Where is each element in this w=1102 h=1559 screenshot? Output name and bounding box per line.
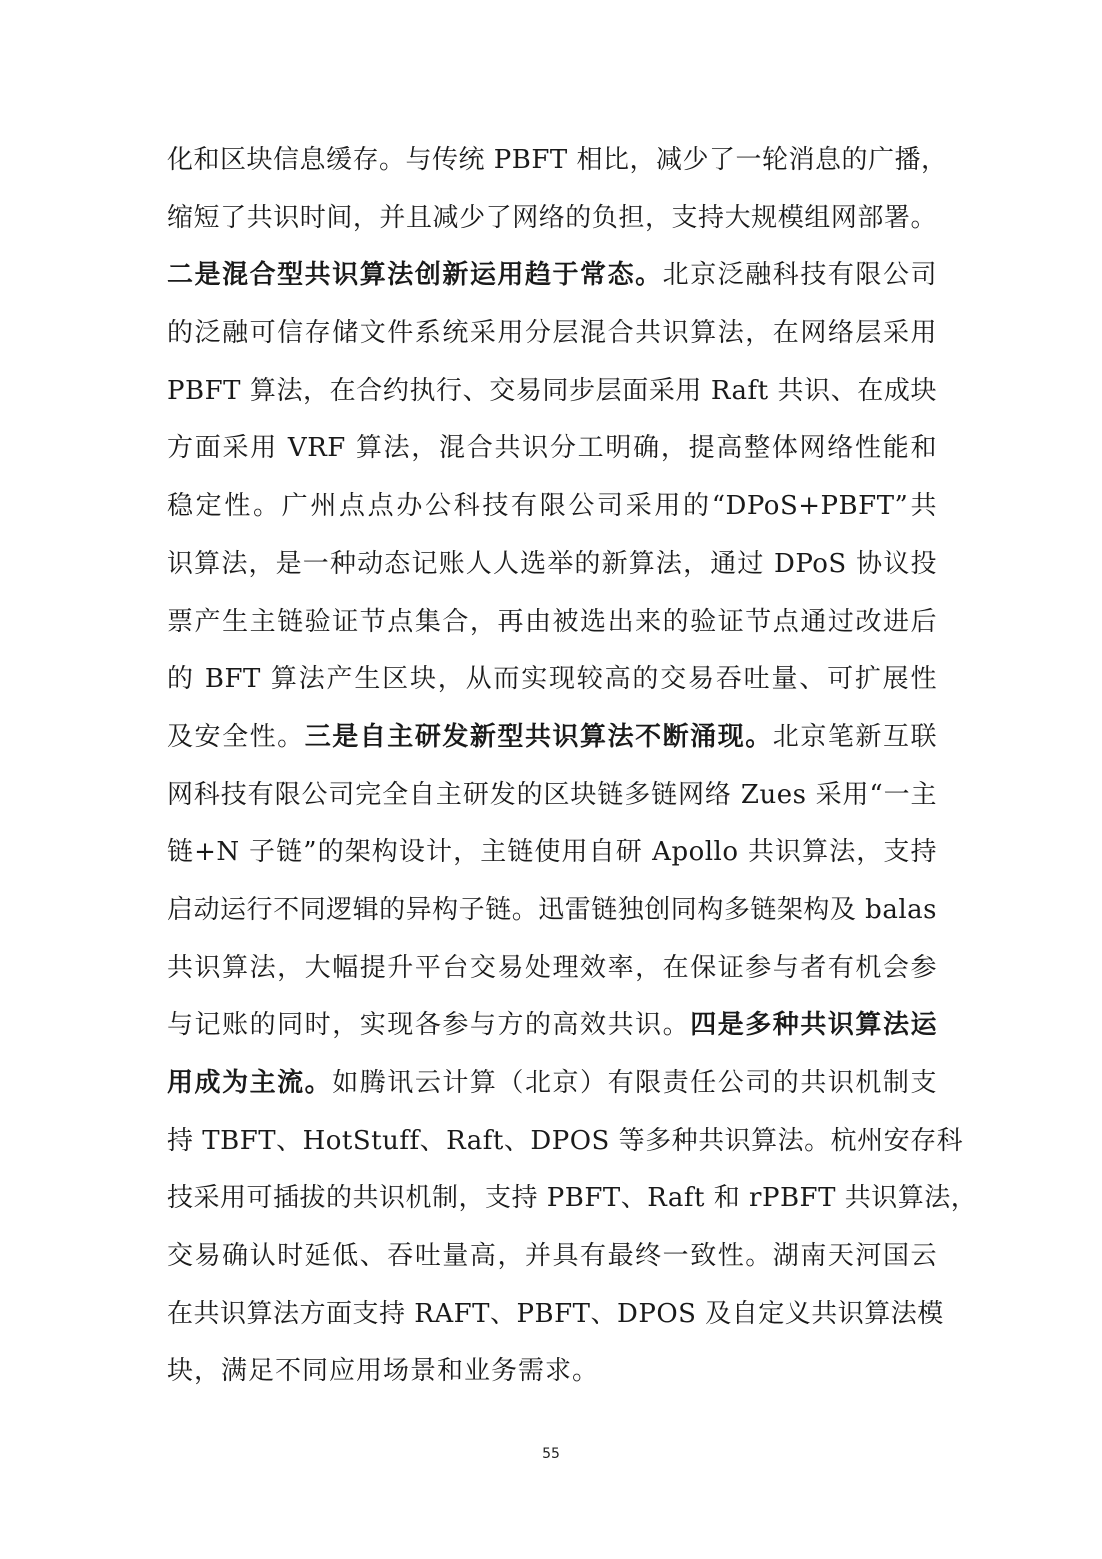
text-line [167, 767, 937, 825]
text-run: 北京泛融科技有限公司 [662, 260, 937, 291]
text-run: 稳定性。广州点点办公科技有限公司采用的“DPoS+PBFT”共 [167, 491, 937, 522]
text-run: 如腾讯云计算（北京）有限责任公司的共识机制支 [332, 1068, 937, 1098]
text-line [167, 997, 937, 1055]
text-run: 票产生主链验证节点集合，再由被选出来的验证节点通过改进后 [167, 606, 937, 637]
text-run: 交易确认时延低、吞吐量高，并具有最终一致性。湖南天河国云 [167, 1241, 937, 1272]
text-run: 的泛融可信存储文件系统采用分层混合共识算法，在网络层采用 [167, 318, 937, 349]
text-line [167, 420, 937, 478]
text-line [167, 882, 937, 940]
text-run: 持 TBFT、HotStuff、Raft、DPOS 等多种共识算法。杭州安存科 [167, 1125, 964, 1156]
text-line [167, 1286, 944, 1344]
text-run: 与记账的同时，实现各参与方的高效共识。 [167, 1010, 691, 1041]
text-line [167, 247, 937, 305]
page-number: 55 [542, 1446, 560, 1462]
text-run: 北京笔新互联 [772, 721, 937, 752]
bold-heading-run: 三是自主研发新型共识算法不断涌现。 [304, 721, 773, 752]
text-line [167, 940, 937, 998]
text-line [167, 824, 937, 882]
text-line [167, 1055, 937, 1113]
text-line [167, 1228, 937, 1286]
text-line [167, 709, 937, 767]
text-run: 缩短了共识时间，并且减少了网络的负担，支持大规模组网部署。 [167, 202, 937, 233]
text-line [167, 1343, 937, 1401]
text-line [167, 190, 937, 248]
text-run: 识算法，是一种动态记账人人选举的新算法，通过 DPoS 协议投 [167, 548, 937, 579]
text-run: 块，满足不同应用场景和业务需求。 [167, 1356, 600, 1387]
text-run: 在共识算法方面支持 RAFT、PBFT、DPOS 及自定义共识算法模 [167, 1298, 944, 1329]
text-run: PBFT 算法，在合约执行、交易同步层面采用 Raft 共识、在成块 [167, 375, 937, 406]
text-run: 链+N 子链”的架构设计，主链使用自研 Apollo 共识算法，支持 [167, 837, 937, 868]
bold-heading-run: 四是多种共识算法运 [690, 1010, 937, 1041]
text-run: 网科技有限公司完全自主研发的区块链多链网络 Zues 采用“一主 [167, 779, 937, 810]
bold-heading-run: 用成为主流。 [167, 1068, 333, 1098]
text-line [167, 651, 937, 709]
text-line [167, 594, 937, 652]
text-run: 化和区块信息缓存。与传统 PBFT 相比，减少了一轮消息的广播， [167, 145, 948, 175]
bold-heading-run: 二是混合型共识算法创新运用趋于常态。 [167, 260, 663, 291]
text-line [167, 1113, 964, 1171]
text-run: 及安全性。 [167, 721, 305, 752]
text-run: 方面采用 VRF 算法，混合共识分工明确，提高整体网络性能和 [167, 433, 937, 464]
text-line [167, 478, 937, 536]
body-paragraph [167, 132, 978, 1401]
text-run: 启动运行不同逻辑的异构子链。迅雷链独创同构多链架构及 balas [167, 894, 937, 925]
text-run: 共识算法，大幅提升平台交易处理效率，在保证参与者有机会参 [167, 952, 937, 983]
text-line [167, 363, 937, 421]
text-line [167, 132, 948, 190]
text-line [167, 536, 937, 594]
text-line [167, 1170, 978, 1228]
text-run: 技采用可插拔的共识机制，支持 PBFT、Raft 和 rPBFT 共识算法， [167, 1183, 978, 1214]
text-run: 的 BFT 算法产生区块，从而实现较高的交易吞吐量、可扩展性 [167, 664, 937, 695]
text-line [167, 305, 937, 363]
